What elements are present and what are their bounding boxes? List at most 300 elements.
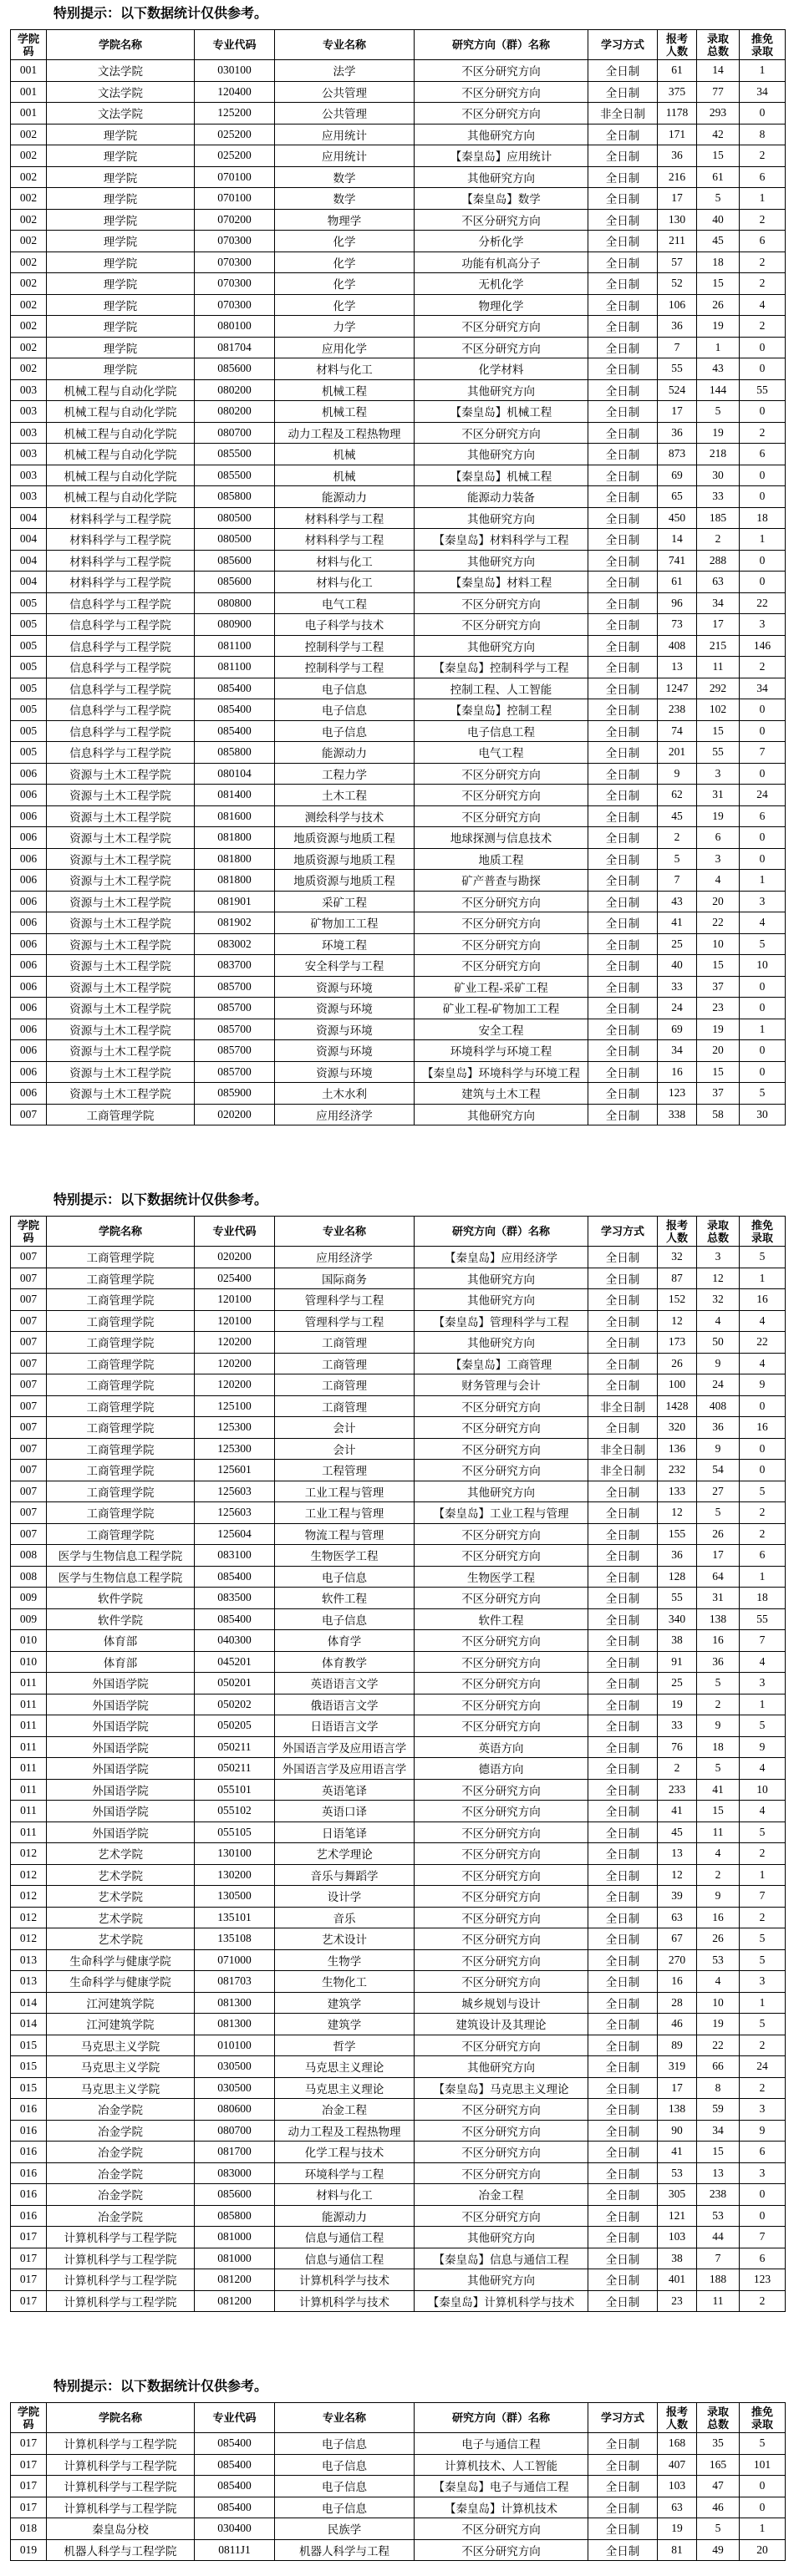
cell-research-direction: 其他研究方向 [415, 167, 588, 189]
cell-major-code: 085700 [195, 998, 275, 1019]
cell-applicants: 138 [658, 2099, 697, 2121]
cell-college-name: 冶金学院 [47, 2142, 195, 2163]
table-row [11, 401, 786, 423]
cell-college-code: 007 [11, 1502, 47, 1524]
cell-recommended-admitted: 0 [740, 849, 786, 871]
cell-major-code: 030500 [195, 2056, 275, 2078]
cell-research-direction: 不区分研究方向 [415, 2121, 588, 2142]
cell-major-code: 081703 [195, 1971, 275, 1993]
cell-recommended-admitted: 0 [740, 401, 786, 423]
cell-study-mode: 全日制 [588, 401, 658, 423]
column-header-admitted-total: 录取 总数 [697, 2403, 740, 2433]
cell-study-mode: 全日制 [588, 998, 658, 1019]
cell-applicants: 96 [658, 593, 697, 615]
cell-major-name: 机器人科学与工程 [275, 2540, 415, 2562]
table-row [11, 870, 786, 892]
cell-major-code: 025400 [195, 1268, 275, 1290]
cell-major-name: 会计 [275, 1439, 415, 1461]
cell-study-mode: 全日制 [588, 1630, 658, 1652]
cell-college-name: 计算机科学与工程学院 [47, 2455, 195, 2477]
admission-table [10, 29, 786, 1125]
cell-applicants: 55 [658, 1588, 697, 1609]
cell-study-mode: 全日制 [588, 2099, 658, 2121]
cell-research-direction: 不区分研究方向 [415, 1417, 588, 1439]
cell-college-code: 005 [11, 636, 47, 658]
notice-text: 特别提示：以下数据统计仅供参考。 [53, 1193, 268, 1207]
cell-major-code: 085900 [195, 1083, 275, 1105]
cell-recommended-admitted: 123 [740, 2269, 786, 2291]
cell-recommended-admitted: 16 [740, 1417, 786, 1439]
cell-major-name: 外国语言学及应用语言学 [275, 1758, 415, 1780]
table-row [11, 2227, 786, 2248]
cell-college-code: 016 [11, 2142, 47, 2163]
cell-study-mode: 全日制 [588, 2035, 658, 2057]
table-row [11, 1083, 786, 1105]
cell-recommended-admitted: 3 [740, 2163, 786, 2185]
column-header-college-name: 学院名称 [47, 1217, 195, 1247]
cell-admitted-total: 5 [697, 1758, 740, 1780]
cell-major-name: 地质资源与地质工程 [275, 827, 415, 849]
cell-research-direction: 不区分研究方向 [415, 1843, 588, 1865]
column-header-recommended-admitted: 推免 录取 [740, 2403, 786, 2433]
cell-study-mode: 全日制 [588, 2291, 658, 2313]
cell-college-code: 005 [11, 699, 47, 721]
cell-college-code: 007 [11, 1396, 47, 1418]
cell-applicants: 40 [658, 955, 697, 977]
cell-college-name: 冶金学院 [47, 2099, 195, 2121]
cell-college-name: 工商管理学院 [47, 1481, 195, 1503]
table-row [11, 1780, 786, 1801]
cell-major-name: 电气工程 [275, 593, 415, 615]
cell-college-name: 医学与生物信息工程学院 [47, 1567, 195, 1588]
cell-applicants: 319 [658, 2056, 697, 2078]
table-row [11, 912, 786, 934]
column-header-major-code: 专业代码 [195, 1217, 275, 1247]
cell-recommended-admitted: 6 [740, 231, 786, 252]
cell-college-name: 工商管理学院 [47, 1460, 195, 1481]
cell-study-mode: 全日制 [588, 1950, 658, 1972]
cell-research-direction: 不区分研究方向 [415, 1886, 588, 1908]
cell-college-code: 012 [11, 1843, 47, 1865]
cell-admitted-total: 102 [697, 699, 740, 721]
cell-recommended-admitted: 9 [740, 2121, 786, 2142]
cell-study-mode: 全日制 [588, 806, 658, 828]
cell-research-direction: 【秦皇岛】环境科学与环境工程 [415, 1062, 588, 1084]
cell-major-name: 能源动力 [275, 486, 415, 508]
table-row [11, 977, 786, 998]
cell-major-code: 070300 [195, 231, 275, 252]
cell-college-name: 资源与土木工程学院 [47, 806, 195, 828]
cell-recommended-admitted: 0 [740, 827, 786, 849]
cell-recommended-admitted: 55 [740, 1609, 786, 1631]
cell-major-code: 055102 [195, 1801, 275, 1822]
column-header-major-name: 专业名称 [275, 1217, 415, 1247]
table-row [11, 2099, 786, 2121]
cell-admitted-total: 10 [697, 934, 740, 956]
cell-major-name: 材料与化工 [275, 551, 415, 572]
cell-applicants: 152 [658, 1289, 697, 1311]
cell-admitted-total: 218 [697, 444, 740, 465]
column-header-recommended-admitted: 推免 录取 [740, 30, 786, 60]
cell-research-direction: 不区分研究方向 [415, 2099, 588, 2121]
cell-research-direction: 软件工程 [415, 1609, 588, 1631]
cell-college-code: 007 [11, 1332, 47, 1354]
cell-admitted-total: 36 [697, 1417, 740, 1439]
cell-study-mode: 全日制 [588, 912, 658, 934]
cell-applicants: 17 [658, 188, 697, 210]
table-row [11, 380, 786, 402]
cell-study-mode: 全日制 [588, 2078, 658, 2100]
cell-study-mode: 全日制 [588, 2433, 658, 2455]
cell-recommended-admitted: 0 [740, 551, 786, 572]
cell-research-direction: 其他研究方向 [415, 2056, 588, 2078]
cell-research-direction: 不区分研究方向 [415, 1673, 588, 1694]
cell-recommended-admitted: 2 [740, 1843, 786, 1865]
table-row [11, 2455, 786, 2477]
cell-college-code: 012 [11, 1928, 47, 1950]
cell-admitted-total: 58 [697, 1105, 740, 1126]
cell-research-direction: 不区分研究方向 [415, 1630, 588, 1652]
cell-major-name: 冶金工程 [275, 2099, 415, 2121]
cell-research-direction: 不区分研究方向 [415, 1971, 588, 1993]
cell-major-code: 081100 [195, 657, 275, 678]
cell-research-direction: 【秦皇岛】材料工程 [415, 572, 588, 593]
table-row [11, 1758, 786, 1780]
cell-admitted-total: 9 [697, 1439, 740, 1461]
table-row [11, 1311, 786, 1333]
cell-major-name: 数学 [275, 188, 415, 210]
cell-major-code: 081400 [195, 785, 275, 806]
cell-college-name: 理学院 [47, 167, 195, 189]
cell-study-mode: 全日制 [588, 1524, 658, 1546]
cell-major-name: 材料科学与工程 [275, 508, 415, 530]
cell-study-mode: 全日制 [588, 1822, 658, 1844]
cell-admitted-total: 63 [697, 572, 740, 593]
cell-recommended-admitted: 146 [740, 636, 786, 658]
cell-admitted-total: 20 [697, 892, 740, 913]
cell-recommended-admitted: 34 [740, 678, 786, 700]
cell-college-code: 007 [11, 1354, 47, 1375]
cell-college-code: 006 [11, 764, 47, 785]
cell-recommended-admitted: 0 [740, 358, 786, 380]
cell-admitted-total: 4 [697, 1311, 740, 1333]
cell-recommended-admitted: 1 [740, 529, 786, 551]
cell-major-name: 哲学 [275, 2035, 415, 2057]
table-row [11, 614, 786, 636]
cell-admitted-total: 4 [697, 1843, 740, 1865]
cell-study-mode: 全日制 [588, 529, 658, 551]
cell-college-name: 理学院 [47, 358, 195, 380]
cell-study-mode: 全日制 [588, 1374, 658, 1396]
cell-college-code: 003 [11, 486, 47, 508]
cell-applicants: 171 [658, 124, 697, 146]
cell-research-direction: 不区分研究方向 [415, 82, 588, 104]
cell-research-direction: 不区分研究方向 [415, 2540, 588, 2562]
cell-admitted-total: 17 [697, 1545, 740, 1567]
cell-major-name: 安全科学与工程 [275, 955, 415, 977]
cell-applicants: 41 [658, 2142, 697, 2163]
cell-study-mode: 全日制 [588, 699, 658, 721]
cell-major-code: 080800 [195, 593, 275, 615]
cell-admitted-total: 2 [697, 1865, 740, 1887]
cell-recommended-admitted: 3 [740, 2099, 786, 2121]
cell-recommended-admitted: 18 [740, 1588, 786, 1609]
cell-recommended-admitted: 0 [740, 764, 786, 785]
column-header-study-mode: 学习方式 [588, 30, 658, 60]
cell-admitted-total: 59 [697, 2099, 740, 2121]
cell-recommended-admitted: 22 [740, 593, 786, 615]
cell-research-direction: 不区分研究方向 [415, 1950, 588, 1972]
cell-study-mode: 全日制 [588, 1652, 658, 1674]
cell-college-name: 材料科学与工程学院 [47, 529, 195, 551]
cell-college-code: 004 [11, 529, 47, 551]
cell-college-name: 理学院 [47, 273, 195, 295]
cell-major-name: 信息与通信工程 [275, 2227, 415, 2248]
cell-study-mode: 全日制 [588, 934, 658, 956]
cell-research-direction: 不区分研究方向 [415, 1460, 588, 1481]
cell-major-code: 081300 [195, 2014, 275, 2035]
table-row [11, 103, 786, 124]
cell-admitted-total: 18 [697, 252, 740, 274]
table-row [11, 2014, 786, 2035]
cell-study-mode: 全日制 [588, 1417, 658, 1439]
cell-recommended-admitted: 2 [740, 252, 786, 274]
table-row [11, 1460, 786, 1481]
cell-major-name: 生物医学工程 [275, 1545, 415, 1567]
cell-study-mode: 全日制 [588, 1481, 658, 1503]
table-row [11, 82, 786, 104]
table-row [11, 636, 786, 658]
cell-research-direction: 不区分研究方向 [415, 2035, 588, 2057]
cell-applicants: 57 [658, 252, 697, 274]
cell-college-code: 006 [11, 827, 47, 849]
cell-recommended-admitted: 0 [740, 465, 786, 487]
cell-college-code: 004 [11, 572, 47, 593]
cell-applicants: 1247 [658, 678, 697, 700]
cell-study-mode: 全日制 [588, 2248, 658, 2270]
cell-admitted-total: 3 [697, 849, 740, 871]
cell-research-direction: 不区分研究方向 [415, 1908, 588, 1929]
cell-college-name: 马克思主义学院 [47, 2035, 195, 2057]
cell-major-name: 工商管理 [275, 1396, 415, 1418]
cell-research-direction: 【秦皇岛】控制科学与工程 [415, 657, 588, 678]
cell-research-direction: 生物医学工程 [415, 1567, 588, 1588]
cell-college-name: 机器人科学与工程学院 [47, 2540, 195, 2562]
cell-study-mode: 全日制 [588, 1971, 658, 1993]
cell-admitted-total: 15 [697, 1801, 740, 1822]
cell-college-name: 外国语学院 [47, 1673, 195, 1694]
cell-admitted-total: 42 [697, 124, 740, 146]
cell-college-code: 004 [11, 551, 47, 572]
cell-recommended-admitted: 1 [740, 870, 786, 892]
table-row [11, 2433, 786, 2455]
cell-study-mode: 全日制 [588, 2497, 658, 2519]
cell-major-name: 能源动力 [275, 2206, 415, 2228]
cell-study-mode: 全日制 [588, 1354, 658, 1375]
cell-study-mode: 全日制 [588, 2184, 658, 2206]
column-header-research-direction: 研究方向（群）名称 [415, 1217, 588, 1247]
cell-study-mode: 全日制 [588, 2142, 658, 2163]
cell-major-name: 电子科学与技术 [275, 614, 415, 636]
cell-applicants: 173 [658, 1332, 697, 1354]
cell-applicants: 103 [658, 2476, 697, 2497]
cell-recommended-admitted: 16 [740, 1289, 786, 1311]
cell-major-code: 050211 [195, 1737, 275, 1759]
cell-major-code: 120200 [195, 1374, 275, 1396]
cell-applicants: 91 [658, 1652, 697, 1674]
cell-research-direction: 其他研究方向 [415, 1289, 588, 1311]
cell-study-mode: 全日制 [588, 188, 658, 210]
cell-college-code: 006 [11, 1040, 47, 1062]
cell-college-code: 007 [11, 1481, 47, 1503]
cell-college-code: 011 [11, 1801, 47, 1822]
cell-admitted-total: 5 [697, 1502, 740, 1524]
cell-applicants: 38 [658, 1630, 697, 1652]
cell-recommended-admitted: 2 [740, 145, 786, 167]
cell-major-name: 力学 [275, 316, 415, 338]
cell-research-direction: 【秦皇岛】控制工程 [415, 699, 588, 721]
cell-admitted-total: 16 [697, 1630, 740, 1652]
cell-major-code: 130500 [195, 1886, 275, 1908]
cell-applicants: 14 [658, 529, 697, 551]
cell-major-name: 管理科学与工程 [275, 1289, 415, 1311]
table-row [11, 1354, 786, 1375]
cell-research-direction: 电子信息工程 [415, 721, 588, 743]
cell-college-name: 计算机科学与工程学院 [47, 2476, 195, 2497]
cell-college-code: 003 [11, 423, 47, 445]
cell-major-code: 070300 [195, 295, 275, 317]
cell-major-code: 080104 [195, 764, 275, 785]
cell-recommended-admitted: 9 [740, 1737, 786, 1759]
cell-major-name: 应用化学 [275, 338, 415, 359]
table-row [11, 1908, 786, 1929]
cell-major-code: 120400 [195, 82, 275, 104]
cell-study-mode: 全日制 [588, 2540, 658, 2562]
cell-major-name: 数学 [275, 167, 415, 189]
cell-major-code: 125601 [195, 1460, 275, 1481]
cell-admitted-total: 26 [697, 1524, 740, 1546]
cell-major-name: 工业工程与管理 [275, 1481, 415, 1503]
cell-college-name: 外国语学院 [47, 1801, 195, 1822]
table-row [11, 593, 786, 615]
cell-applicants: 17 [658, 2078, 697, 2100]
cell-college-code: 016 [11, 2163, 47, 2185]
cell-major-name: 动力工程及工程热物理 [275, 423, 415, 445]
cell-admitted-total: 30 [697, 465, 740, 487]
table-row [11, 849, 786, 871]
cell-study-mode: 全日制 [588, 145, 658, 167]
cell-major-name: 资源与环境 [275, 1062, 415, 1084]
cell-college-code: 006 [11, 934, 47, 956]
cell-applicants: 130 [658, 210, 697, 231]
cell-college-code: 017 [11, 2497, 47, 2519]
cell-applicants: 238 [658, 699, 697, 721]
cell-admitted-total: 32 [697, 1289, 740, 1311]
cell-major-code: 050211 [195, 1758, 275, 1780]
cell-applicants: 28 [658, 1993, 697, 2015]
cell-college-name: 材料科学与工程学院 [47, 508, 195, 530]
cell-research-direction: 其他研究方向 [415, 1268, 588, 1290]
cell-college-code: 006 [11, 892, 47, 913]
cell-admitted-total: 55 [697, 742, 740, 764]
cell-study-mode: 全日制 [588, 295, 658, 317]
cell-applicants: 5 [658, 849, 697, 871]
cell-study-mode: 全日制 [588, 2163, 658, 2185]
cell-recommended-admitted: 3 [740, 892, 786, 913]
cell-college-code: 015 [11, 2035, 47, 2057]
cell-research-direction: 不区分研究方向 [415, 806, 588, 828]
table-row [11, 1289, 786, 1311]
cell-applicants: 69 [658, 1019, 697, 1041]
cell-study-mode: 非全日制 [588, 103, 658, 124]
cell-recommended-admitted: 0 [740, 699, 786, 721]
cell-study-mode: 全日制 [588, 678, 658, 700]
cell-college-name: 马克思主义学院 [47, 2078, 195, 2100]
cell-major-code: 125300 [195, 1417, 275, 1439]
cell-major-code: 125603 [195, 1481, 275, 1503]
cell-admitted-total: 215 [697, 636, 740, 658]
cell-college-code: 001 [11, 60, 47, 82]
cell-applicants: 23 [658, 2291, 697, 2313]
cell-research-direction: 矿业工程-采矿工程 [415, 977, 588, 998]
cell-college-code: 005 [11, 657, 47, 678]
cell-major-name: 艺术设计 [275, 1928, 415, 1950]
cell-research-direction: 【秦皇岛】电子与通信工程 [415, 2476, 588, 2497]
cell-major-code: 050202 [195, 1694, 275, 1716]
cell-major-name: 矿物加工工程 [275, 912, 415, 934]
cell-major-code: 080700 [195, 423, 275, 445]
cell-study-mode: 全日制 [588, 2455, 658, 2477]
cell-college-code: 002 [11, 273, 47, 295]
cell-research-direction: 其他研究方向 [415, 1481, 588, 1503]
cell-research-direction: 其他研究方向 [415, 124, 588, 146]
cell-recommended-admitted: 7 [740, 1630, 786, 1652]
cell-recommended-admitted: 5 [740, 1247, 786, 1268]
table-row [11, 1040, 786, 1062]
cell-applicants: 2 [658, 1758, 697, 1780]
table-row [11, 827, 786, 849]
cell-major-name: 英语语言文学 [275, 1673, 415, 1694]
cell-study-mode: 全日制 [588, 1545, 658, 1567]
cell-college-name: 工商管理学院 [47, 1289, 195, 1311]
cell-major-name: 工业工程与管理 [275, 1502, 415, 1524]
cell-college-name: 理学院 [47, 316, 195, 338]
cell-applicants: 63 [658, 2497, 697, 2519]
cell-college-code: 017 [11, 2227, 47, 2248]
cell-applicants: 1178 [658, 103, 697, 124]
cell-college-name: 艺术学院 [47, 1908, 195, 1929]
cell-college-name: 机械工程与自动化学院 [47, 380, 195, 402]
column-header-college-code: 学院 码 [11, 2403, 47, 2433]
cell-major-code: 125604 [195, 1524, 275, 1546]
cell-study-mode: 全日制 [588, 636, 658, 658]
cell-research-direction: 物理化学 [415, 295, 588, 317]
cell-study-mode: 全日制 [588, 1865, 658, 1887]
cell-college-code: 007 [11, 1439, 47, 1461]
cell-major-name: 电子信息 [275, 678, 415, 700]
cell-college-code: 005 [11, 742, 47, 764]
cell-major-code: 130100 [195, 1843, 275, 1865]
table-row [11, 1928, 786, 1950]
cell-research-direction: 无机化学 [415, 273, 588, 295]
cell-recommended-admitted: 10 [740, 1780, 786, 1801]
column-header-college-code: 学院 码 [11, 30, 47, 60]
cell-research-direction: 不区分研究方向 [415, 912, 588, 934]
cell-college-name: 工商管理学院 [47, 1417, 195, 1439]
cell-recommended-admitted: 6 [740, 806, 786, 828]
table-row [11, 699, 786, 721]
cell-applicants: 90 [658, 2121, 697, 2142]
